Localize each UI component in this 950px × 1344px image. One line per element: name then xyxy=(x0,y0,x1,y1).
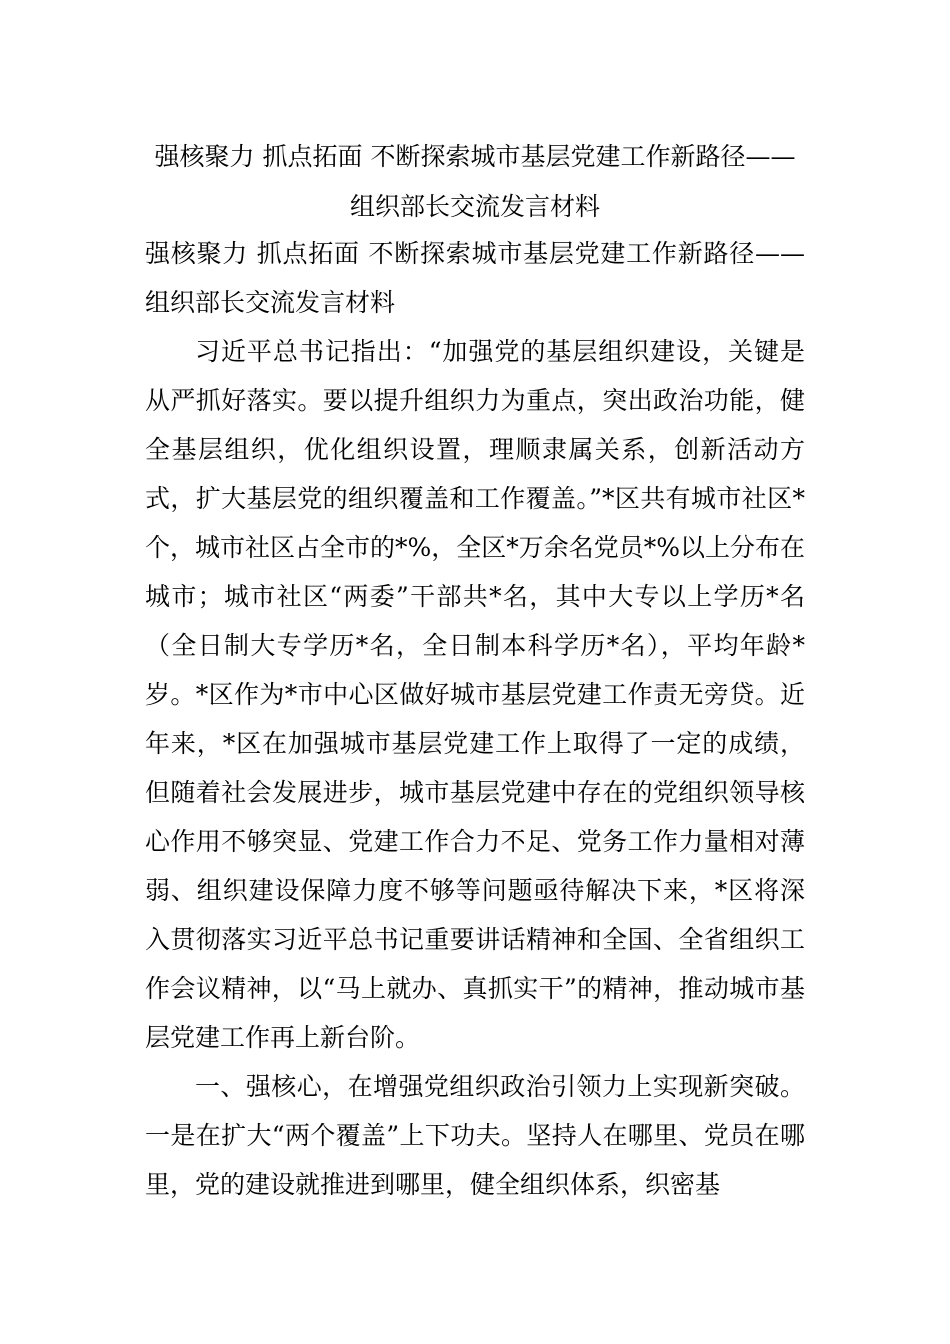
paragraph-intro: 习近平总书记指出：“加强党的基层组织建设，关键是从严抓好落实。要以提升组织力为重点，突出政治功能，健全基层组织，优化组织设置，理顺隶属关系，创新活动方式，扩大基层党的组织覆盖和工作覆盖。”*区共有城市社区*个，城市社区占全市的*%，全区*万余名党员*%以上分布在城市；城市社区“两委”干部共*名，其中大专以上学历*名（全日制大专学历*名，全日制本科学历*名），平均年龄*岁。*区作为*市中心区做好城市基层党建工作责无旁贷。近年来，*区在加强城市基层党建工作上取得了一定的成绩，但随着社会发展进步，城市基层党建中存在的党组织领导核心作用不够突显、党建工作合力不足、党务工作力量相对薄弱、组织建设保障力度不够等问题亟待解决下来，*区将深入贯彻落实习近平总书记重要讲话精神和全国、全省组织工作会议精神，以“马上就办、真抓实干”的精神，推动城市基层党建工作再上新台阶。 xyxy=(145,337,806,1052)
document-body xyxy=(145,229,805,1209)
repeated-title: 强核聚力 抓点拓面 不断探索城市基层党建工作新路径——组织部长交流发言材料 xyxy=(145,239,805,317)
document-title: 强核聚力 抓点拓面 不断探索城市基层党建工作新路径——组织部长交流发言材料 xyxy=(154,142,796,221)
paragraph-section-one: 一、强核心，在增强党组织政治引领力上实现新突破。一是在扩大“两个覆盖”上下功夫。坚持人在哪里、党员在哪里，党的建设就推进到哪里，健全组织体系，织密基 xyxy=(145,1072,805,1199)
